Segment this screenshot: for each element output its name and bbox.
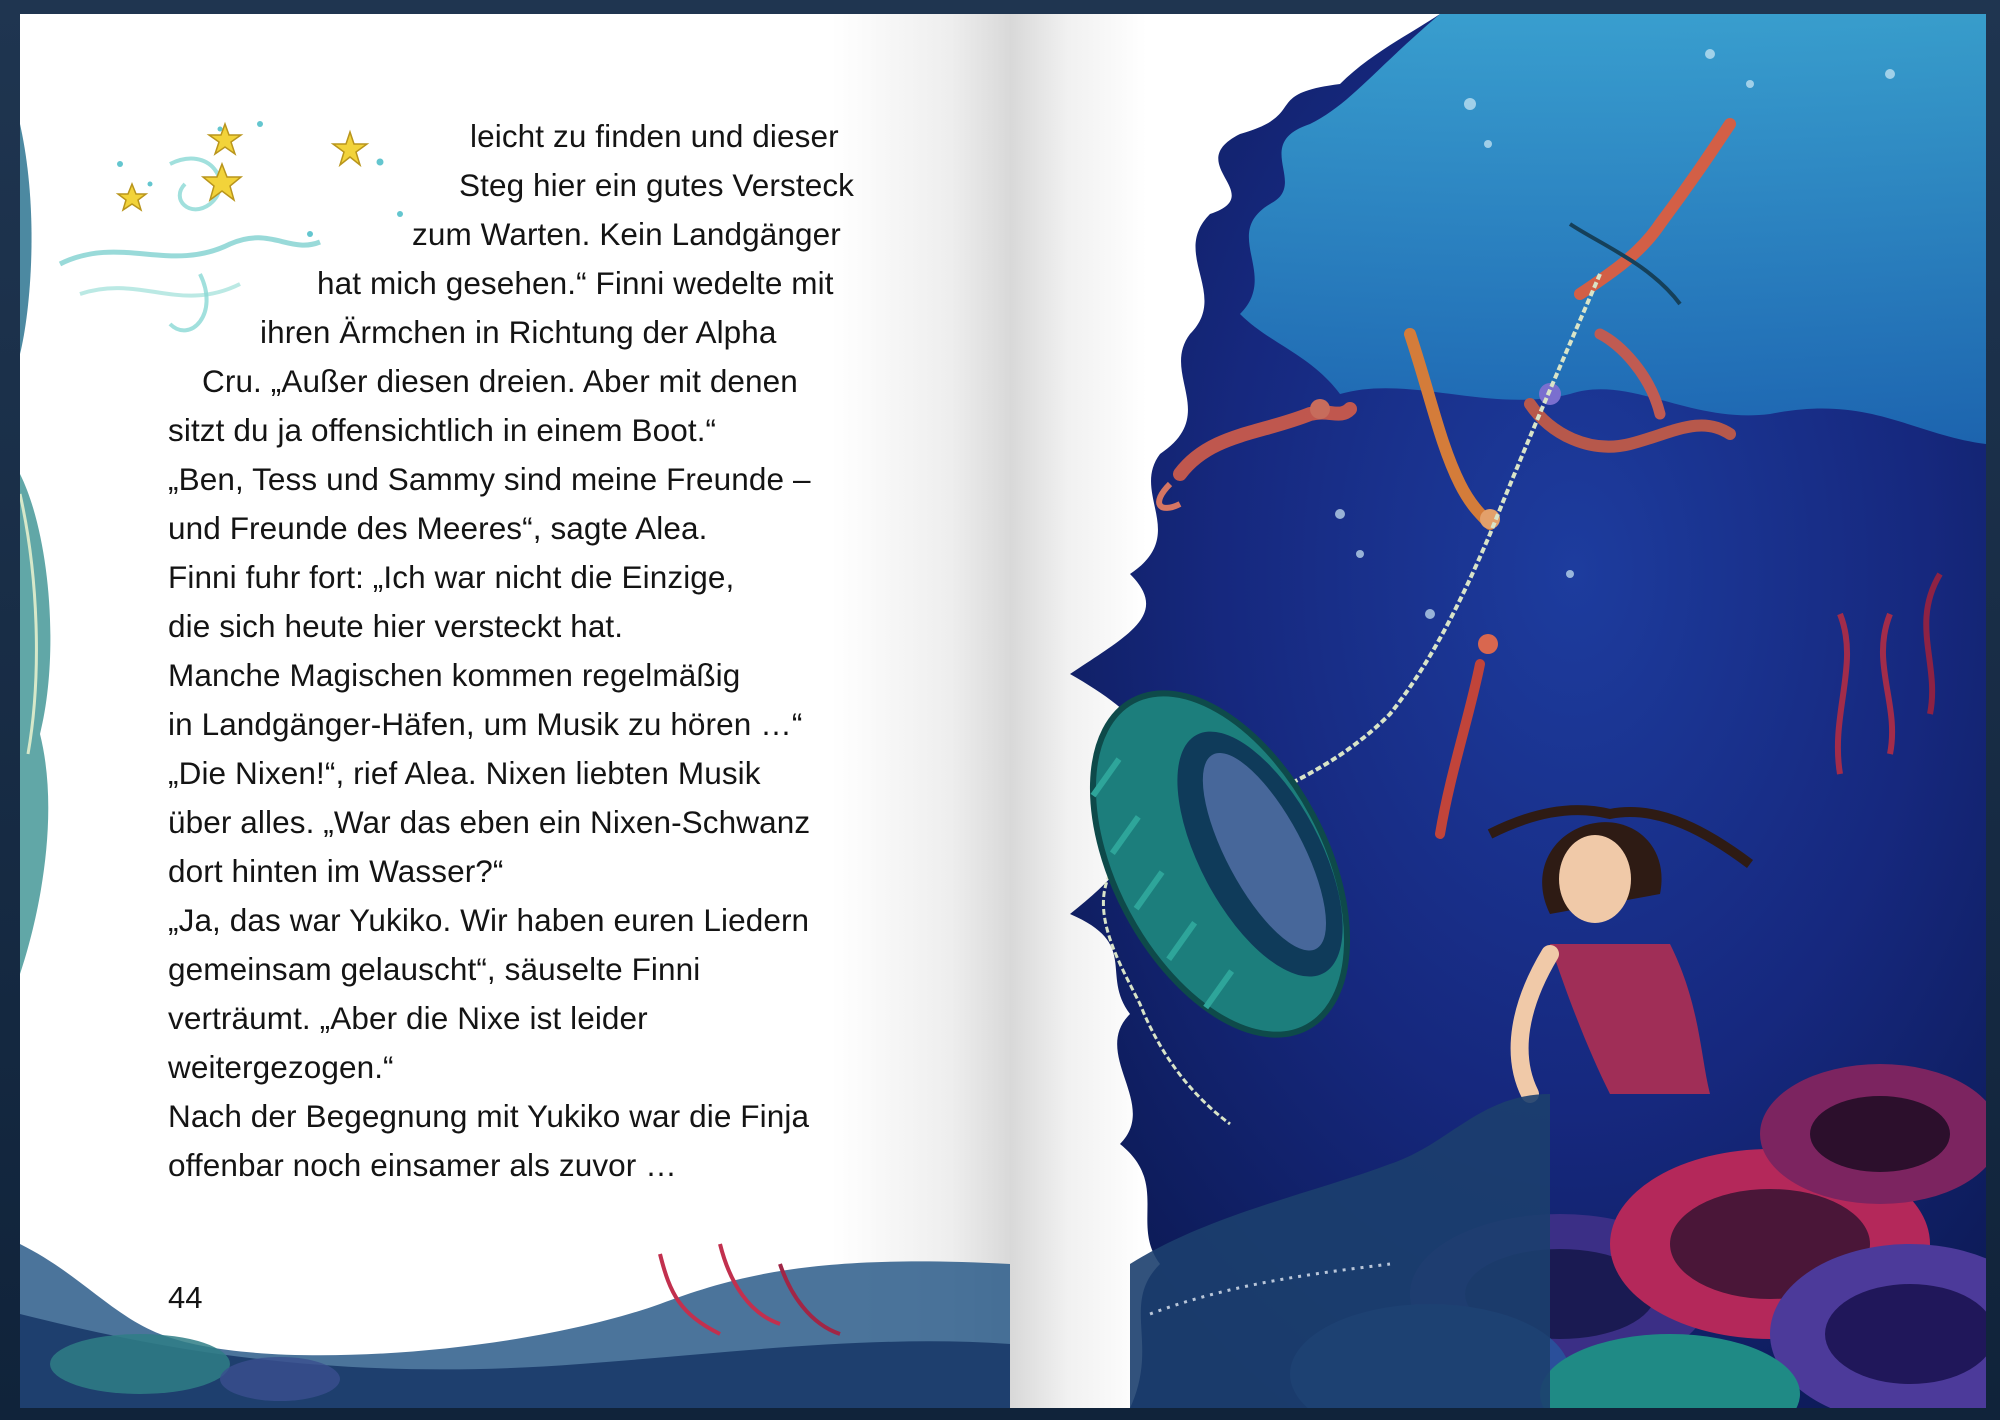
text-line: ihren Ärmchen in Richtung der Alpha <box>260 314 777 350</box>
text-line: „Die Nixen!“, rief Alea. Nixen liebten Musik <box>168 755 761 791</box>
text-line: „Ja, das war Yukiko. Wir haben euren Liedern <box>168 902 810 938</box>
story-text <box>20 14 1010 1408</box>
underwater-illustration <box>1010 14 1986 1408</box>
text-line: Manche Magischen kommen regelmäßig <box>168 657 741 693</box>
text-line: in Landgänger-Häfen, um Musik zu hören …“ <box>168 706 803 742</box>
text-line: die sich heute hier versteckt hat. <box>168 608 624 644</box>
text-line: Finni fuhr fort: „Ich war nicht die Einzige, <box>168 559 735 595</box>
page-number: 44 <box>168 1280 203 1315</box>
text-line: leicht zu finden und dieser <box>470 118 839 154</box>
text-line: weitergezogen.“ <box>168 1049 394 1085</box>
text-line: offenbar noch einsamer als zuvor … <box>168 1147 677 1183</box>
text-line: „Ben, Tess und Sammy sind meine Freunde – <box>168 461 811 497</box>
text-line: Cru. „Außer diesen dreien. Aber mit denen <box>202 363 798 399</box>
text-line: hat mich gesehen.“ Finni wedelte mit <box>317 265 834 301</box>
right-page <box>1010 14 1986 1408</box>
text-line: dort hinten im Wasser?“ <box>168 853 504 889</box>
text-line: Nach der Begegnung mit Yukiko war die Finja <box>168 1098 810 1134</box>
text-line: Steg hier ein gutes Versteck <box>459 167 855 203</box>
text-line: zum Warten. Kein Landgänger <box>412 216 841 252</box>
text-line: gemeinsam gelauscht“, säuselte Finni <box>168 951 701 987</box>
text-line: über alles. „War das eben ein Nixen-Schwanz <box>168 804 811 840</box>
text-line: verträumt. „Aber die Nixe ist leider <box>168 1000 648 1036</box>
left-page <box>20 14 1010 1408</box>
text-line: und Freunde des Meeres“, sagte Alea. <box>168 510 708 546</box>
text-line: sitzt du ja offensichtlich in einem Boot.“ <box>168 412 717 448</box>
